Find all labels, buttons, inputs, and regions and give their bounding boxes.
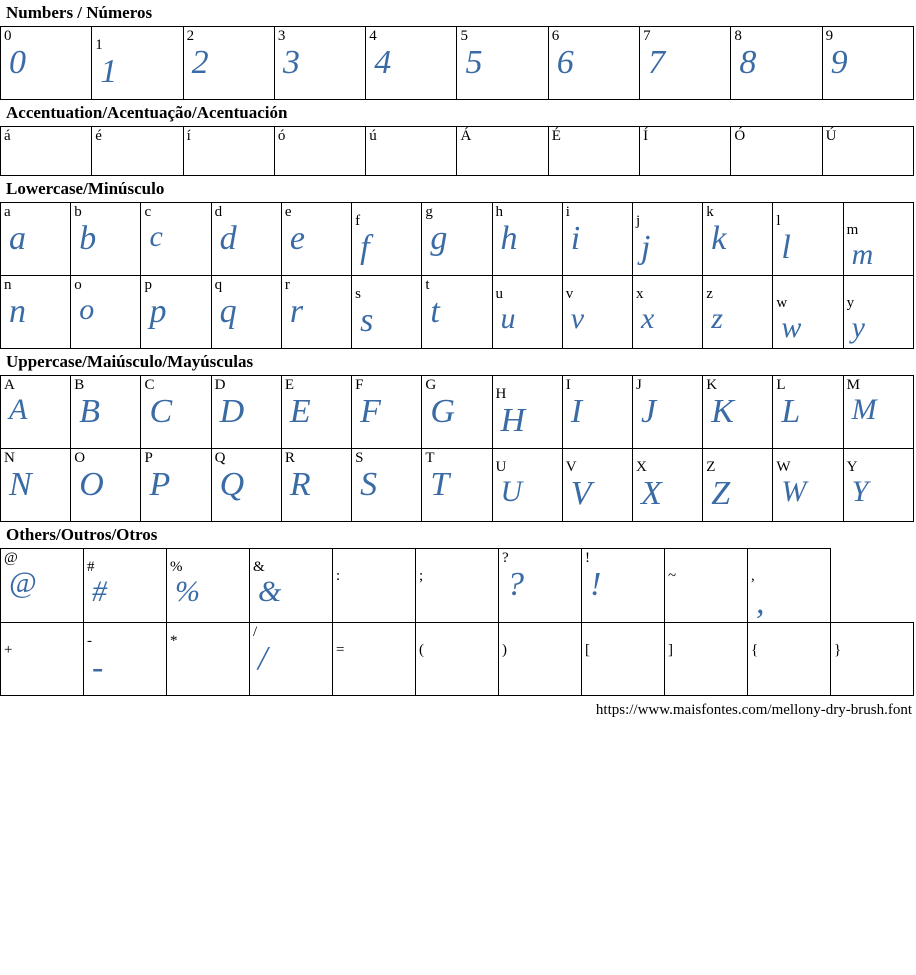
- glyph-cell-p: [141, 276, 211, 349]
- glyph-cell-S: [352, 449, 422, 522]
- section-title-lowercase: Lowercase/Minúsculo: [6, 179, 165, 198]
- glyph-cell-P: [141, 449, 211, 522]
- glyph-cell-1: [92, 27, 183, 100]
- glyph-cell-colon: [333, 549, 416, 623]
- char-label: 4: [369, 28, 377, 44]
- char-label: x: [635, 286, 644, 302]
- char-label: L: [776, 377, 786, 393]
- glyph-cell-N: [1, 449, 71, 522]
- glyph-cell-G: [422, 376, 492, 449]
- glyph-cell-z: [703, 276, 773, 349]
- char-label: P: [144, 450, 153, 466]
- glyph-sample: C: [149, 393, 173, 430]
- char-label: v: [565, 286, 574, 302]
- glyph-sample: h: [500, 220, 518, 257]
- glyph-sample: 5: [465, 44, 483, 81]
- glyph-cell-4: [366, 27, 457, 100]
- glyph-sample: %: [175, 575, 200, 608]
- char-label: J: [635, 377, 642, 393]
- glyph-cell-C: [141, 376, 211, 449]
- char-label: @: [4, 550, 18, 566]
- char-label: +: [4, 642, 13, 658]
- char-label: é: [95, 128, 102, 144]
- glyph-cell-equals: [333, 623, 416, 696]
- glyph-cell-A: [1, 376, 71, 449]
- table-row: [1, 549, 914, 623]
- char-label: m: [846, 222, 859, 238]
- source-url: https://www.maisfontes.com/mellony-dry-brush.font: [595, 702, 912, 718]
- glyph-cell-u-acute: [366, 127, 457, 176]
- glyph-sample: y: [851, 311, 865, 344]
- char-label: Q: [214, 450, 226, 466]
- glyph-cell-Z: [703, 449, 773, 522]
- glyph-cell-h: [492, 203, 562, 276]
- glyph-cell-Q: [211, 449, 281, 522]
- glyph-sample: L: [781, 393, 801, 430]
- glyph-cell-c: [141, 203, 211, 276]
- glyph-sample: g: [430, 220, 448, 257]
- glyph-sample: G: [430, 393, 455, 430]
- char-label: u: [495, 286, 504, 302]
- glyph-cell-H: [492, 376, 562, 449]
- glyph-sample: &: [258, 575, 282, 608]
- glyph-sample: S: [360, 466, 378, 503]
- glyph-sample: 7: [648, 44, 666, 81]
- glyph-sample: 9: [830, 44, 848, 81]
- table-row: [1, 449, 914, 522]
- glyph-sample: j: [640, 229, 651, 266]
- glyph-cell-J: [632, 376, 702, 449]
- glyph-cell-5: [457, 27, 548, 100]
- glyph-cell-9: [822, 27, 913, 100]
- glyph-cell-e: [281, 203, 351, 276]
- char-label: ): [502, 642, 507, 658]
- glyph-cell-R: [281, 449, 351, 522]
- glyph-cell-K: [703, 376, 773, 449]
- glyph-cell-E-acute: [548, 127, 639, 176]
- char-label: O: [74, 450, 86, 466]
- char-label: r: [284, 277, 290, 293]
- char-label: Y: [846, 459, 858, 475]
- glyph-cell-asterisk: [167, 623, 250, 696]
- char-label: Ú: [825, 128, 837, 144]
- glyph-cell-l: [773, 203, 843, 276]
- char-label: 7: [643, 28, 651, 44]
- char-label: ]: [668, 642, 673, 658]
- glyph-cell-D: [211, 376, 281, 449]
- char-label: h: [495, 204, 504, 220]
- char-label: ;: [419, 568, 424, 584]
- glyph-table-uppercase: [0, 375, 914, 522]
- glyph-cell-2: [183, 27, 274, 100]
- glyph-cell-3: [274, 27, 365, 100]
- char-label: S: [355, 450, 364, 466]
- glyph-sample: -: [92, 649, 104, 686]
- glyph-sample: !: [590, 566, 602, 603]
- char-label: y: [846, 295, 855, 311]
- glyph-cell-n: [1, 276, 71, 349]
- glyph-cell-slash: [250, 623, 333, 696]
- glyph-sample: T: [430, 466, 450, 503]
- table-row: [1, 27, 914, 100]
- glyph-cell-exclamation: [582, 549, 665, 623]
- glyph-cell-F: [352, 376, 422, 449]
- char-label: U: [495, 459, 507, 475]
- glyph-cell-question: [499, 549, 582, 623]
- glyph-sample: 8: [739, 44, 757, 81]
- char-label: t: [425, 277, 430, 293]
- char-label: 3: [277, 28, 286, 44]
- glyph-cell-a: [1, 203, 71, 276]
- char-label: Í: [643, 128, 649, 144]
- char-label: 6: [551, 28, 560, 44]
- glyph-cell-V: [562, 449, 632, 522]
- glyph-cell-semicolon: [416, 549, 499, 623]
- glyph-sample: K: [711, 393, 734, 430]
- char-label: R: [284, 450, 295, 466]
- char-label: V: [565, 459, 577, 475]
- glyph-sample: @: [9, 566, 37, 599]
- glyph-cell-Y: [843, 449, 913, 522]
- glyph-cell-B: [71, 376, 141, 449]
- glyph-cell-i-acute: [183, 127, 274, 176]
- glyph-sample: o: [79, 293, 95, 326]
- char-label: ó: [277, 128, 286, 144]
- glyph-sample: t: [430, 293, 440, 330]
- char-label: !: [585, 550, 590, 566]
- char-label: c: [144, 204, 152, 220]
- glyph-cell-paren-close: [499, 623, 582, 696]
- section-title-uppercase: Uppercase/Maiúsculo/Mayúsculas: [6, 352, 254, 371]
- char-label: b: [74, 204, 82, 220]
- glyph-sample: l: [781, 229, 791, 266]
- glyph-cell-7: [640, 27, 731, 100]
- glyph-sample: Y: [851, 475, 869, 508]
- glyph-cell-i: [562, 203, 632, 276]
- glyph-sample: s: [360, 302, 374, 339]
- glyph-sample: 3: [282, 44, 300, 81]
- glyph-sample: W: [781, 475, 807, 508]
- char-label: n: [4, 277, 12, 293]
- glyph-sample: R: [289, 466, 311, 503]
- char-label: i: [565, 204, 570, 220]
- char-label: =: [336, 642, 345, 658]
- glyph-sample: k: [711, 220, 727, 257]
- glyph-cell-o-acute: [274, 127, 365, 176]
- glyph-cell-v: [562, 276, 632, 349]
- char-label: (: [419, 642, 424, 658]
- glyph-cell-T: [422, 449, 492, 522]
- glyph-sample: #: [92, 575, 107, 608]
- glyph-cell-W: [773, 449, 843, 522]
- glyph-cell-x: [632, 276, 702, 349]
- glyph-cell-j: [632, 203, 702, 276]
- table-row: [1, 376, 914, 449]
- glyph-cell-u: [492, 276, 562, 349]
- char-label: 5: [460, 28, 468, 44]
- glyph-cell-O: [71, 449, 141, 522]
- char-label: H: [495, 386, 507, 402]
- glyph-cell-e-acute: [92, 127, 183, 176]
- glyph-cell-comma: [748, 549, 831, 623]
- char-label: I: [565, 377, 571, 393]
- glyph-cell-U: [492, 449, 562, 522]
- glyph-cell-q: [211, 276, 281, 349]
- glyph-sample: 4: [374, 44, 392, 81]
- char-label: :: [336, 568, 341, 584]
- glyph-sample: r: [289, 293, 304, 330]
- glyph-table-others: [0, 548, 914, 696]
- char-label: #: [87, 559, 95, 575]
- glyph-cell-hash: [84, 549, 167, 623]
- char-label: f: [355, 213, 361, 229]
- char-label: o: [74, 277, 82, 293]
- glyph-cell-f: [352, 203, 422, 276]
- char-label: B: [74, 377, 85, 393]
- glyph-cell-I-acute: [640, 127, 731, 176]
- char-label: /: [253, 624, 258, 640]
- char-label: ~: [668, 568, 677, 584]
- glyph-sample: i: [570, 220, 581, 257]
- glyph-sample: I: [570, 393, 583, 430]
- glyph-sample: V: [570, 475, 592, 512]
- glyph-sample: d: [219, 220, 237, 257]
- glyph-cell-y: [843, 276, 913, 349]
- char-label: A: [4, 377, 15, 393]
- glyph-cell-A-acute: [457, 127, 548, 176]
- glyph-sample: 2: [191, 44, 209, 81]
- char-label: C: [144, 377, 155, 393]
- char-label: 0: [4, 28, 12, 44]
- glyph-sample: w: [781, 311, 802, 344]
- char-label: F: [355, 377, 364, 393]
- section-title-numbers: Numbers / Números: [6, 3, 153, 22]
- glyph-sample: e: [289, 220, 305, 257]
- table-row: [1, 276, 914, 349]
- glyph-cell-bracket-close: [665, 623, 748, 696]
- glyph-sample: b: [79, 220, 97, 257]
- glyph-cell-L: [773, 376, 843, 449]
- glyph-cell-d: [211, 203, 281, 276]
- glyph-sample: E: [289, 393, 311, 430]
- glyph-cell-X: [632, 449, 702, 522]
- char-label: *: [170, 633, 178, 649]
- glyph-cell-s: [352, 276, 422, 349]
- glyph-table-accentuation: [0, 126, 914, 176]
- char-label: [: [585, 642, 590, 658]
- char-label: Á: [460, 128, 472, 144]
- char-label: í: [186, 128, 191, 144]
- char-label: X: [635, 459, 647, 475]
- glyph-cell-I: [562, 376, 632, 449]
- glyph-cell-at: [1, 549, 84, 623]
- char-label: M: [846, 377, 860, 393]
- glyph-sample: B: [79, 393, 100, 430]
- glyph-cell-r: [281, 276, 351, 349]
- glyph-sample: Q: [219, 466, 245, 503]
- glyph-sample: m: [851, 238, 874, 271]
- section-title-accentuation: Accentuation/Acentuação/Acentuación: [6, 103, 288, 122]
- glyph-cell-8: [731, 27, 822, 100]
- char-label: G: [425, 377, 437, 393]
- glyph-sample: H: [500, 402, 526, 439]
- glyph-sample: v: [570, 302, 585, 335]
- glyph-sample: a: [9, 220, 26, 257]
- glyph-table-lowercase: [0, 202, 914, 349]
- glyph-sample: M: [851, 393, 877, 426]
- glyph-sample: c: [149, 220, 163, 253]
- char-label: q: [214, 277, 223, 293]
- glyph-sample: Z: [711, 475, 731, 512]
- char-label: N: [4, 450, 15, 466]
- glyph-cell-brace-close: [831, 623, 914, 696]
- glyph-cell-0: [1, 27, 92, 100]
- char-label: g: [425, 204, 433, 220]
- glyph-cell-a-acute: [1, 127, 92, 176]
- glyph-sample: P: [149, 466, 171, 503]
- glyph-sample: O: [79, 466, 104, 503]
- glyph-cell-k: [703, 203, 773, 276]
- glyph-cell-plus: [1, 623, 84, 696]
- char-label: d: [214, 204, 223, 220]
- char-label: k: [706, 204, 714, 220]
- char-label: &: [253, 559, 265, 575]
- glyph-sample: U: [500, 475, 523, 508]
- char-label: z: [706, 286, 713, 302]
- table-row: [1, 127, 914, 176]
- glyph-sample: ?: [507, 566, 524, 603]
- glyph-sample: 6: [556, 44, 574, 81]
- char-label: w: [776, 295, 788, 311]
- char-label: j: [635, 213, 641, 229]
- glyph-cell-M: [843, 376, 913, 449]
- glyph-table-numbers: [0, 26, 914, 100]
- glyph-sample: ,: [756, 584, 765, 621]
- glyph-sample: q: [219, 293, 237, 330]
- glyph-sample: D: [219, 393, 245, 430]
- glyph-sample: 1: [100, 53, 118, 90]
- glyph-cell-m: [843, 203, 913, 276]
- section-title-others: Others/Outros/Otros: [6, 525, 158, 544]
- char-label: 2: [186, 28, 195, 44]
- glyph-cell-6: [548, 27, 639, 100]
- glyph-cell-paren-open: [416, 623, 499, 696]
- char-label: l: [776, 213, 781, 229]
- glyph-sample: F: [360, 393, 381, 430]
- glyph-sample: u: [500, 302, 516, 335]
- char-label: É: [551, 128, 561, 144]
- char-label: Z: [706, 459, 716, 475]
- char-label: 9: [825, 28, 834, 44]
- char-label: p: [144, 277, 152, 293]
- glyph-cell-ampersand: [250, 549, 333, 623]
- glyph-cell-brace-open: [748, 623, 831, 696]
- char-label: {: [751, 642, 759, 658]
- glyph-cell-b: [71, 203, 141, 276]
- glyph-cell-percent: [167, 549, 250, 623]
- glyph-cell-g: [422, 203, 492, 276]
- glyph-cell-o: [71, 276, 141, 349]
- glyph-sample: z: [711, 302, 723, 335]
- glyph-cell-tilde: [665, 549, 748, 623]
- glyph-sample: p: [149, 293, 167, 330]
- char-label: %: [170, 559, 183, 575]
- glyph-cell-hyphen: [84, 623, 167, 696]
- char-label: a: [4, 204, 11, 220]
- glyph-sample: x: [640, 302, 655, 335]
- glyph-sample: n: [9, 293, 26, 330]
- char-label: 1: [95, 37, 103, 53]
- char-label: ú: [369, 128, 377, 144]
- glyph-cell-bracket-open: [582, 623, 665, 696]
- char-label: T: [425, 450, 435, 466]
- char-label: á: [4, 128, 11, 144]
- char-label: }: [834, 642, 842, 658]
- glyph-sample: /: [258, 640, 268, 677]
- glyph-sample: A: [9, 393, 28, 426]
- char-label: ?: [502, 550, 509, 566]
- glyph-sample: X: [640, 475, 662, 512]
- char-label: K: [706, 377, 718, 393]
- table-row: [1, 203, 914, 276]
- glyph-cell-O-acute: [731, 127, 822, 176]
- char-label: -: [87, 633, 92, 649]
- char-label: Ó: [734, 128, 746, 144]
- char-label: e: [284, 204, 292, 220]
- char-label: s: [355, 286, 361, 302]
- glyph-cell-E: [281, 376, 351, 449]
- glyph-sample: J: [640, 393, 657, 430]
- char-label: ,: [751, 568, 755, 584]
- glyph-sample: f: [360, 229, 370, 266]
- glyph-sample: 0: [9, 44, 26, 81]
- glyph-cell-w: [773, 276, 843, 349]
- char-label: W: [776, 459, 791, 475]
- char-label: D: [214, 377, 226, 393]
- table-row: [1, 623, 914, 696]
- glyph-cell-t: [422, 276, 492, 349]
- glyph-cell-U-acute: [822, 127, 913, 176]
- char-label: E: [284, 377, 295, 393]
- char-label: 8: [734, 28, 742, 44]
- glyph-sample: N: [9, 466, 32, 503]
